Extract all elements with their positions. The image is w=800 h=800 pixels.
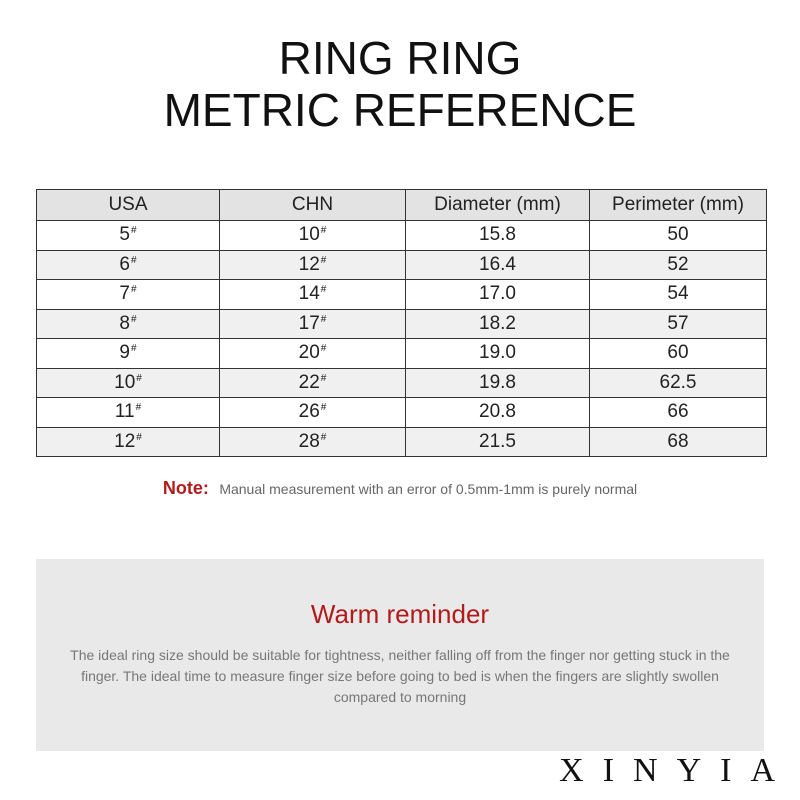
cell-chn [220, 221, 406, 251]
size-mark: # [135, 402, 142, 414]
cell-value: 60 [667, 342, 689, 364]
cell-value: 20 [298, 342, 320, 364]
cell-value: 22 [298, 371, 320, 393]
table-row [37, 339, 767, 369]
cell-perimeter [590, 221, 767, 251]
cell-value: 21.5 [479, 430, 516, 452]
table-header-row [37, 190, 767, 221]
table-row [37, 309, 767, 339]
title-line-1: RING RING [278, 32, 522, 84]
size-mark: # [320, 225, 327, 237]
cell-value: 50 [667, 224, 689, 246]
cell-value: 57 [667, 312, 689, 334]
note-text: Manual measurement with an error of 0.5mm-1mm is purely normal [219, 481, 638, 497]
cell-value: 17 [298, 312, 320, 334]
table-row [37, 250, 767, 280]
title-line-2: METRIC REFERENCE [163, 84, 637, 136]
cell-value: 9 [119, 342, 130, 364]
cell-value: 16.4 [479, 253, 516, 275]
cell-value: 10 [298, 224, 320, 246]
size-mark: # [131, 313, 137, 325]
header-perimeter: Perimeter (mm) [590, 190, 767, 221]
size-mark: # [131, 225, 137, 237]
cell-perimeter [590, 427, 767, 457]
cell-diameter [406, 250, 590, 280]
size-mark: # [320, 372, 327, 384]
brand-logo-text: XINYIA [559, 752, 794, 789]
cell-diameter [406, 427, 590, 457]
cell-diameter [406, 398, 590, 428]
cell-chn [220, 280, 406, 310]
header-diameter: Diameter (mm) [406, 190, 590, 221]
table-row [37, 280, 767, 310]
size-mark: # [131, 254, 137, 266]
cell-perimeter [590, 398, 767, 428]
cell-value: 62.5 [659, 371, 697, 393]
cell-value: 12 [298, 253, 320, 275]
cell-usa [37, 309, 220, 339]
table-row [37, 427, 767, 457]
size-mark: # [136, 372, 142, 384]
size-mark: # [320, 254, 327, 266]
cell-value: 19.8 [479, 371, 516, 393]
cell-value: 17.0 [479, 283, 516, 305]
cell-value: 26 [298, 401, 320, 423]
cell-usa [37, 427, 220, 457]
cell-usa [37, 280, 220, 310]
cell-diameter [406, 309, 590, 339]
cell-chn [220, 309, 406, 339]
cell-diameter [406, 368, 590, 398]
ring-size-table [36, 189, 767, 457]
cell-value: 11 [114, 401, 135, 423]
note-label: Note: [162, 478, 209, 498]
cell-usa [37, 221, 220, 251]
cell-chn [220, 427, 406, 457]
cell-diameter [406, 339, 590, 369]
cell-value: 6 [119, 253, 130, 275]
cell-value: 12 [114, 430, 136, 452]
cell-perimeter [590, 309, 767, 339]
size-mark: # [136, 431, 142, 443]
cell-value: 66 [667, 401, 689, 423]
cell-value: 54 [667, 283, 689, 305]
cell-value: 19.0 [479, 342, 516, 364]
table-row [37, 398, 767, 428]
reminder-text: The ideal ring size should be suitable for tightness, neither falling off from the finger nor getting stuck in the finger. The ideal time to measure finger size before going to bed is when the fingers are slightly swollen compared to morning [70, 647, 730, 705]
table-row [37, 221, 767, 251]
size-mark: # [320, 343, 327, 355]
table-row [37, 368, 767, 398]
size-mark: # [131, 343, 137, 355]
cell-value: 10 [114, 371, 136, 393]
cell-value: 20.8 [479, 401, 516, 423]
cell-value: 28 [298, 430, 320, 452]
cell-value: 7 [119, 283, 130, 305]
cell-perimeter [590, 250, 767, 280]
size-mark: # [320, 313, 327, 325]
cell-chn [220, 250, 406, 280]
cell-chn [220, 339, 406, 369]
warm-reminder-panel [36, 559, 764, 751]
cell-chn [220, 398, 406, 428]
cell-usa [37, 398, 220, 428]
cell-value: 15.8 [479, 224, 516, 246]
cell-usa [37, 339, 220, 369]
reminder-title: Warm reminder [310, 599, 490, 629]
cell-perimeter [590, 280, 767, 310]
cell-diameter [406, 221, 590, 251]
cell-value: 5 [119, 224, 130, 246]
cell-perimeter [590, 339, 767, 369]
header-usa: USA [37, 190, 220, 221]
cell-value: 18.2 [479, 312, 516, 334]
cell-perimeter [590, 368, 767, 398]
size-mark: # [320, 431, 327, 443]
size-mark: # [131, 284, 137, 296]
cell-usa [37, 250, 220, 280]
cell-value: 14 [298, 283, 320, 305]
size-mark: # [320, 402, 327, 414]
cell-value: 68 [667, 430, 689, 452]
cell-value: 52 [667, 253, 689, 275]
cell-usa [37, 368, 220, 398]
cell-diameter [406, 280, 590, 310]
cell-value: 8 [119, 312, 130, 334]
page-title [0, 32, 800, 136]
size-mark: # [320, 284, 327, 296]
measurement-note [0, 478, 800, 499]
header-chn: CHN [220, 190, 406, 221]
cell-chn [220, 368, 406, 398]
